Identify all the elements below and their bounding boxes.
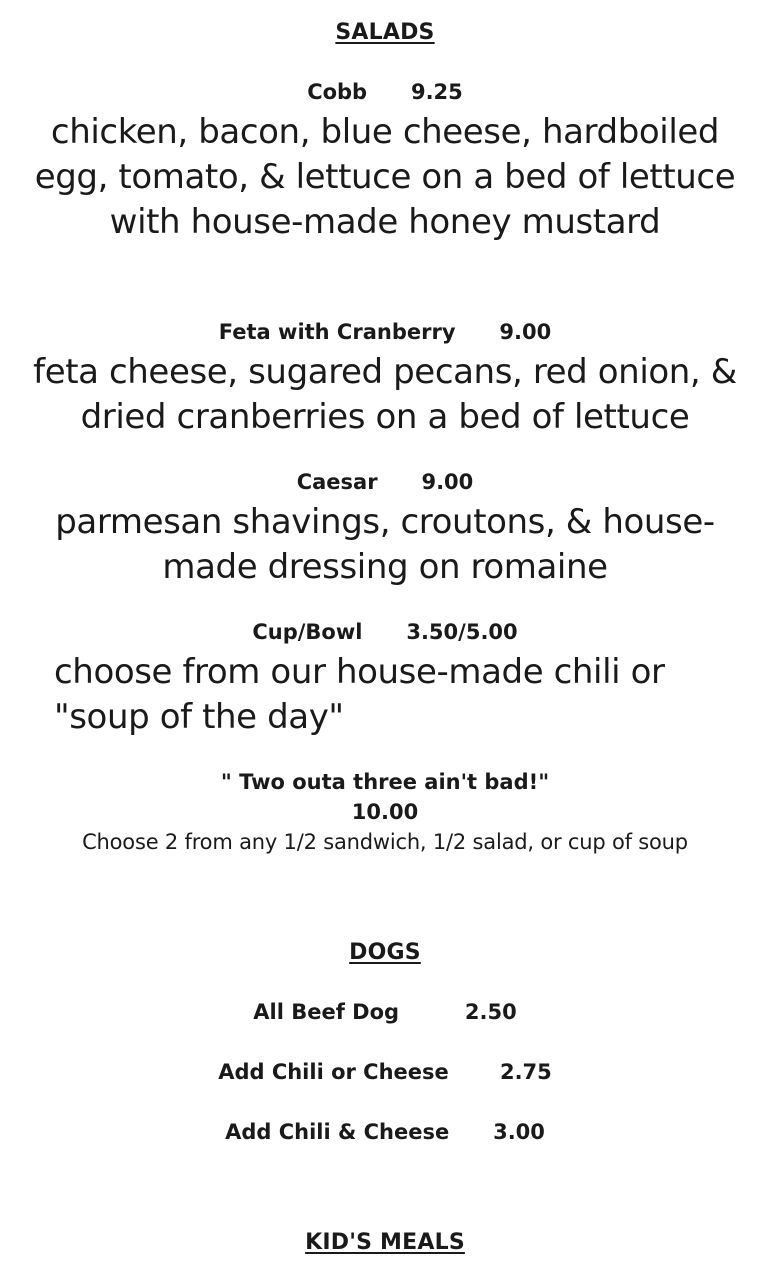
cobb-price: 9.25 bbox=[410, 80, 463, 104]
dog-item-1-price: 2.50 bbox=[464, 1000, 517, 1024]
dog-item-3 bbox=[0, 1120, 770, 1144]
dog-item-2 bbox=[0, 1060, 770, 1084]
caesar-title-line bbox=[0, 470, 770, 494]
dog-item-1-name: All Beef Dog bbox=[253, 1000, 400, 1024]
combo-description: Choose 2 from any 1/2 sandwich, 1/2 salad, or cup of soup bbox=[82, 830, 688, 854]
caesar-description: parmesan shavings, croutons, & house-made dressing on romaine bbox=[55, 502, 715, 587]
caesar-price: 9.00 bbox=[421, 470, 474, 494]
kids-meals-heading: KID'S MEALS bbox=[305, 1230, 465, 1255]
feta-name: Feta with Cranberry bbox=[218, 320, 456, 344]
combo-price: 10.00 bbox=[351, 800, 419, 824]
cupbowl-price: 3.50/5.00 bbox=[406, 620, 518, 644]
dog-item-2-price: 2.75 bbox=[499, 1060, 552, 1084]
dog-item-1 bbox=[0, 1000, 770, 1024]
cupbowl-name: Cup/Bowl bbox=[252, 620, 363, 644]
caesar-name: Caesar bbox=[296, 470, 378, 494]
combo-title: " Two outa three ain't bad!" bbox=[220, 770, 550, 794]
dog-item-2-name: Add Chili or Cheese bbox=[218, 1060, 449, 1084]
cupbowl-title-line bbox=[0, 620, 770, 644]
dogs-heading: DOGS bbox=[349, 940, 421, 965]
dog-item-3-price: 3.00 bbox=[493, 1120, 545, 1144]
feta-title-line bbox=[0, 320, 770, 344]
salads-heading: SALADS bbox=[335, 20, 435, 45]
dog-item-3-name: Add Chili & Cheese bbox=[225, 1120, 450, 1144]
cupbowl-description: choose from our house-made chili or "soup of the day" bbox=[54, 652, 665, 737]
cobb-description: chicken, bacon, blue cheese, hardboiled egg, tomato, & lettuce on a bed of lettuce with house-made honey mustard bbox=[34, 112, 736, 242]
feta-description: feta cheese, sugared pecans, red onion, & dried cranberries on a bed of lettuce bbox=[33, 352, 737, 437]
feta-price: 9.00 bbox=[499, 320, 552, 344]
cobb-title-line bbox=[0, 80, 770, 104]
cobb-name: Cobb bbox=[307, 80, 368, 104]
